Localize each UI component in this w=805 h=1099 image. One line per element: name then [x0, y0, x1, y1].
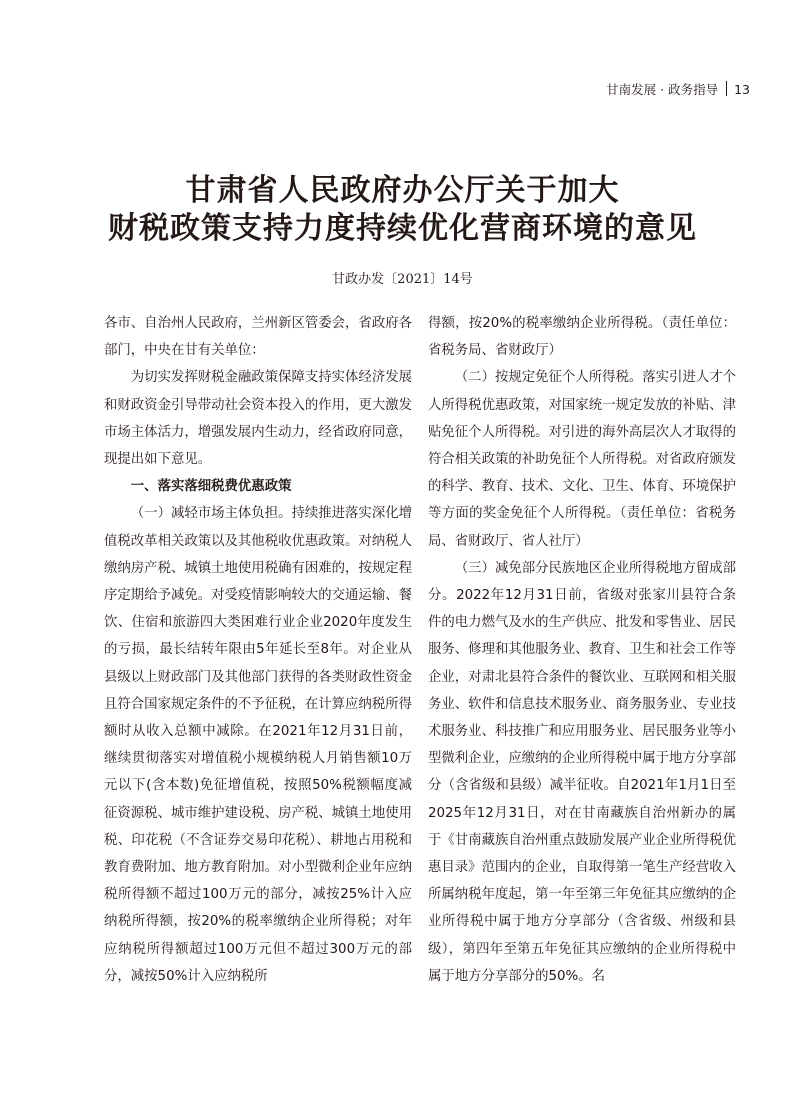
- clause-3-paragraph: （三）减免部分民族地区企业所得税地方留成部分。2022年12月31日前，省级对张家川县符合条件的电力燃气及水的生产供应、批发和零售业、居民服务、修理和其他服务业、教育、卫生和社会工作等企业，对肃北县符合条件的餐饮业、互联网和相关服务业、软件和信息技术服务业、商务服务业、专业技术服务业、科技推广和应用服务业、居民服务业等小型微利企业，应缴纳的企业所得税中属于地方分享部分（含省级和县级）减半征收。自2021年1月1日至2025年12月31日，对在甘南藏族自治州新办的属于《甘南藏族自治州重点鼓励发展产业企业所得税优惠目录》范围内的企业，自取得第一笔生产经营收入所属纳税年度起，第一年至第三年免征其应缴纳的企业所得税中属于地方分享部分（含省级、州级和县级），第四年至第五年免征其应缴纳的企业所得税中属于地方分享部分的50%。名: [428, 560, 736, 984]
- section-heading-1: 一、落实落细税费优惠政策: [130, 479, 292, 495]
- clause-1-continuation: 得额，按20%的税率缴纳企业所得税。（责任单位：省税务局、省财政厅）: [428, 316, 736, 359]
- addressee: 各市、自治州人民政府，兰州新区管委会，省政府各部门，中央在甘有关单位：: [104, 316, 412, 359]
- title-line-2: 财税政策支持力度持续优化营商环境的意见: [108, 211, 697, 246]
- document-title: [0, 172, 805, 248]
- page-number: 13: [734, 82, 750, 97]
- left-column: [104, 310, 412, 990]
- preamble-paragraph: 为切实发挥财税金融政策保障支持实体经济发展和财政资金引导带动社会资本投入的作用，更大激发市场主体活力，增强发展内生动力，经省政府同意，现提出如下意见。: [104, 370, 412, 468]
- header-divider: [726, 81, 727, 96]
- document-number: 甘政办发〔2021〕14号: [332, 272, 473, 287]
- clause-1-paragraph: （一）减轻市场主体负担。持续推进落实深化增值税改革相关政策以及其他税收优惠政策。对纳税人缴纳房产税、城镇土地使用税确有困难的，按规定程序定期给予减免。对受疫情影响较大的交通运输、餐饮、住宿和旅游四大类困难行业企业2020年度发生的亏损，最长结转年限由5年延长至8年。对企业从县级以上财政部门及其他部门获得的各类财政性资金且符合国家规定条件的不予征税，在计算应纳税所得额时从收入总额中减除。在2021年12月31日前，继续贯彻落实对增值税小规模纳税人月销售额10万元以下(含本数)免征增值税，按照50%税额幅度减征资源税、城市维护建设税、房产税、城镇土地使用税、印花税（不含证券交易印花税）、耕地占用税和教育费附加、地方教育附加。对小型微利企业年应纳税所得额不超过100万元的部分，减按25%计入应纳税所得额，按20%的税率缴纳企业所得税；对年应纳税所得额超过100万元但不超过300万元的部分，减按50%计入应纳税所: [104, 506, 412, 984]
- right-column: [428, 310, 736, 990]
- clause-2-paragraph: （二）按规定免征个人所得税。落实引进人才个人所得税优惠政策，对国家统一规定发放的补贴、津贴免征个人所得税。对引进的海外高层次人才取得的符合相关政策的补助免征个人所得税。对省政府颁发的科学、教育、技术、文化、卫生、体育、环境保护等方面的奖金免征个人所得税。（责任单位：省税务局、省财政厅、省人社厅）: [428, 370, 736, 549]
- running-header: [0, 80, 750, 100]
- header-section-title: 甘南发展 · 政务指导: [606, 82, 719, 97]
- title-line-1: 甘肃省人民政府办公厅关于加大: [185, 173, 620, 208]
